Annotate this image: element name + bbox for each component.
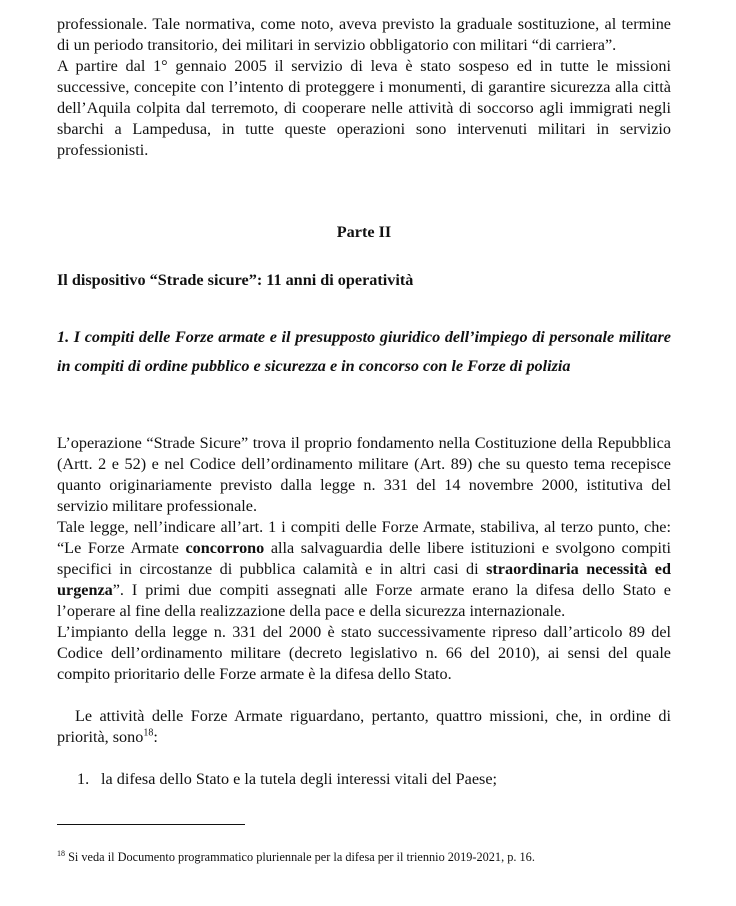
footnote (57, 850, 535, 865)
para2-bold-concorrono: concorrono (185, 539, 265, 557)
para2-text-e: ”. I primi due compiti assegnati alle Forze armate erano la difesa dello Stato e l’operare al fine della realizzazione della pace e della sicurezza internazionale. (57, 581, 671, 620)
section-title: 1. I compiti delle Forze armate e il presupposto giuridico dell’impiego di personale militare in compiti di ordine pubblico e sicurezza e in concorso con le Forze di polizia (57, 328, 671, 375)
para4-text: Le attività delle Forze Armate riguardano, pertanto, quattro missioni, che, in ordine di priorità, sono (57, 707, 671, 746)
para4-end: : (153, 728, 158, 746)
footnote-number: 18 (57, 848, 65, 858)
missions-list (57, 769, 671, 790)
footnote-reference[interactable]: 18 (143, 727, 154, 739)
footnote-separator (57, 824, 245, 825)
spacer (57, 161, 671, 222)
section-paragraph-2 (57, 517, 671, 622)
intro-paragraph-1: professionale. Tale normativa, come noto, aveva previsto la graduale sostituzione, al termine di un periodo transitorio, dei militari in servizio obbligatorio con militari “di carriera”. (57, 15, 671, 54)
section-paragraph-4 (57, 706, 671, 748)
document-page (57, 14, 671, 790)
section-paragraph-1: L’operazione “Strade Sicure” trova il proprio fondamento nella Costituzione della Repubblica (Artt. 2 e 52) e nel Codice dell’ordinamento militare (Art. 89) che su questo tema recepisce quanto originariamente previsto dalla legge n. 331 del 14 novembre 2000, istitutiva del servizio militare professionale. (57, 434, 671, 515)
part-title: Parte II (336, 223, 392, 241)
list-item (57, 769, 671, 790)
list-item-number: 1. (77, 770, 90, 788)
spacer (57, 381, 671, 433)
section-paragraph-3: L’impianto della legge n. 331 del 2000 è stato successivamente ripreso dall’articolo 89 del Codice dell’ordinamento militare (decreto legislativo n. 66 del 2010), ai sensi del quale compito prioritario delle Forze armate è la difesa dello Stato. (57, 623, 671, 683)
intro-paragraph-2: A partire dal 1° gennaio 2005 il servizio di leva è stato sospeso ed in tutte le missioni successive, concepite con l’intento di proteggere i monumenti, di garantire sicurezza alla città dell’Aquila colpita dal terremoto, di cooperare nelle attività di soccorso agli immigrati negli sbarchi a Lampedusa, in tutte queste operazioni sono intervenuti militari in servizio professionisti. (57, 57, 671, 159)
spacer (57, 243, 671, 270)
spacer (57, 291, 671, 323)
para2-text-c: alla salvaguardia delle libere istituzioni e svolgono compiti specifici in circostanze di pubblica calamità e in altri casi di (57, 539, 671, 578)
part-subtitle: Il dispositivo “Strade sicure”: 11 anni di operatività (57, 271, 414, 289)
para2-text-a: Tale legge, nell’indicare all’art. 1 i compiti delle Forze Armate, stabiliva, al terzo punto, che: “Le Forze Armate (57, 518, 671, 557)
footnote-text: Si veda il Documento programmatico pluriennale per la difesa per il triennio 2019-2021, p. 16. (65, 850, 535, 864)
spacer (57, 685, 671, 706)
para2-bold-urgenza: straordinaria necessità ed urgenza (57, 560, 671, 599)
spacer (57, 748, 671, 769)
list-item-text: la difesa dello Stato e la tutela degli interessi vitali del Paese; (101, 770, 498, 788)
